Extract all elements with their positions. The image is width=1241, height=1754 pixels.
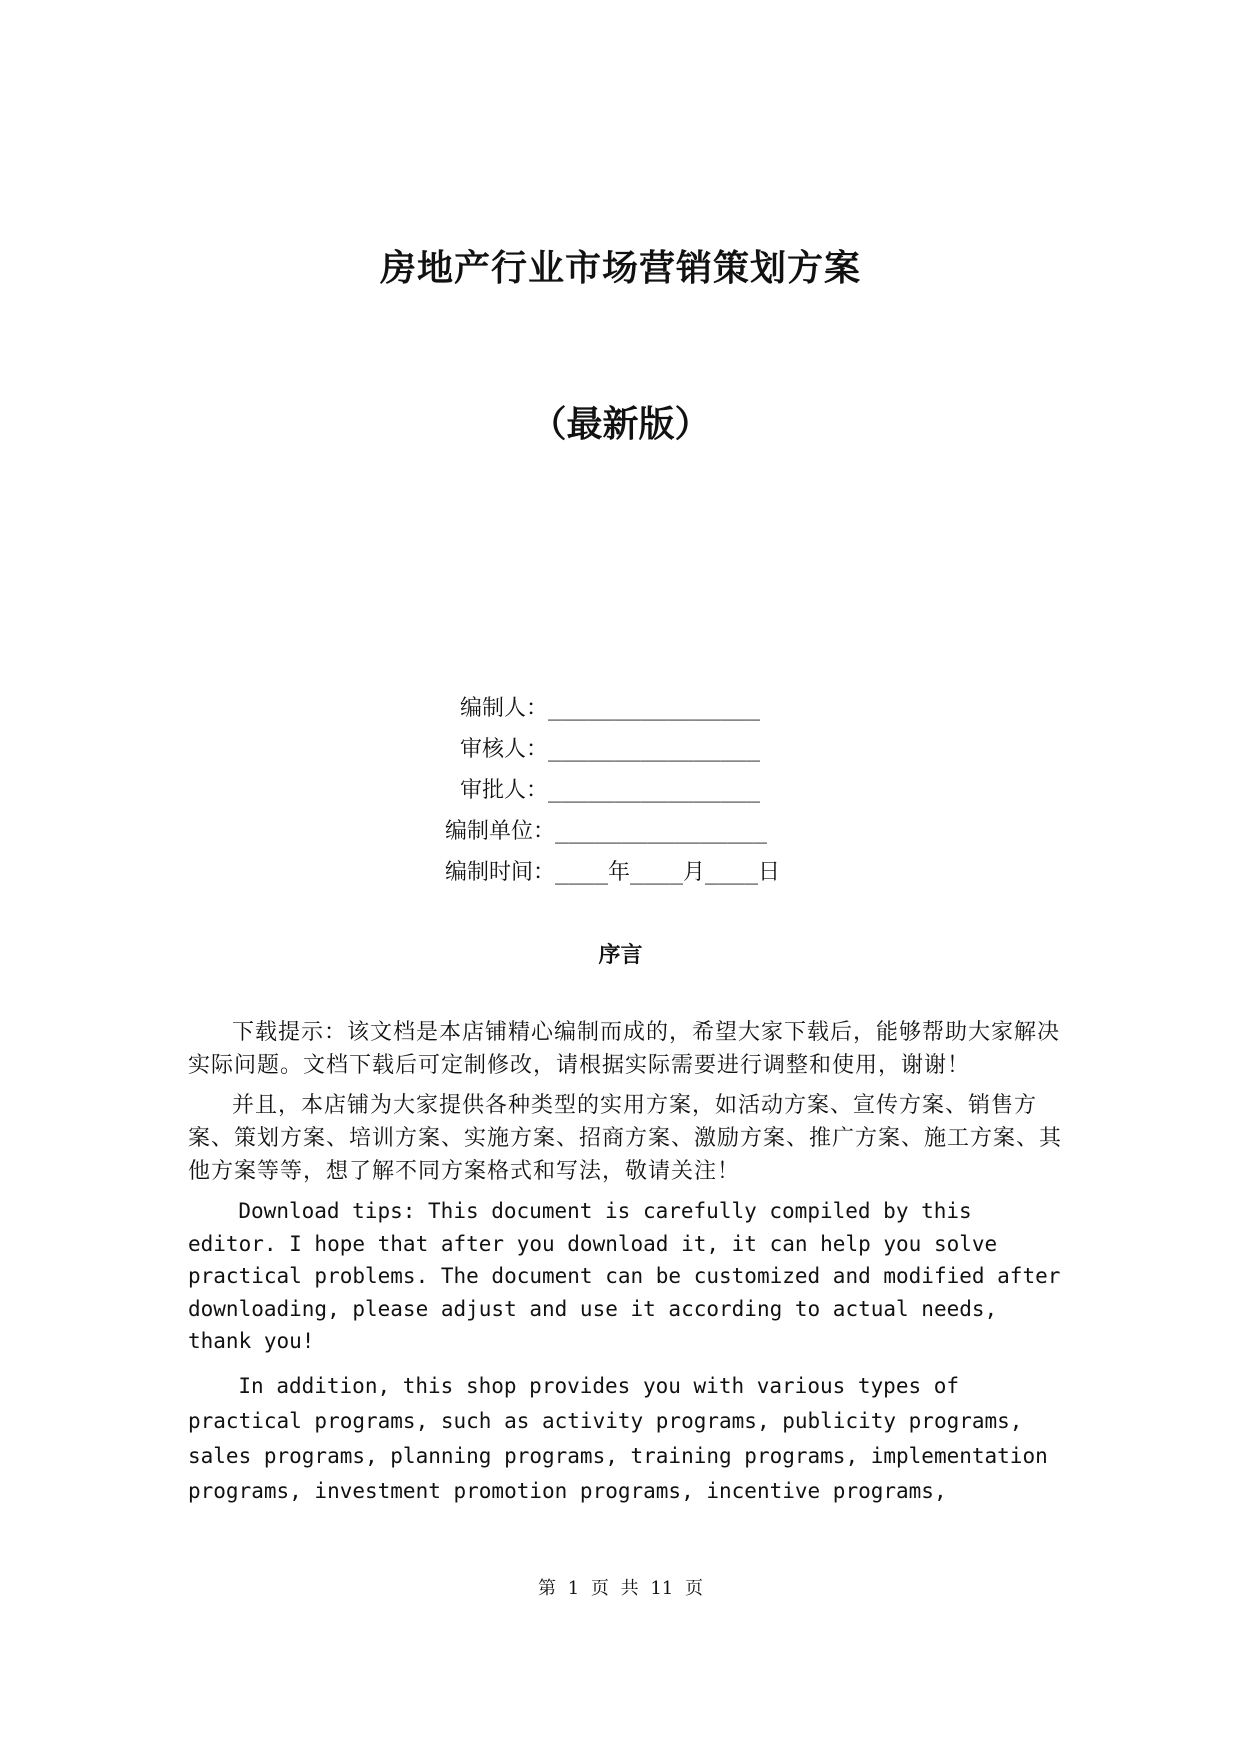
time-row xyxy=(445,852,780,893)
time-blank: ____年____月____日 xyxy=(555,860,780,885)
preface-paragraph-4: In addition, this shop provides you with various types of practical programs, such as activity programs, publicity programs, sales programs, planning programs, training programs, implementation programs, investment promotion programs, incentive programs, xyxy=(188,1373,1048,1503)
document-subtitle: （最新版） xyxy=(530,404,711,445)
unit-blank: ________________ xyxy=(555,819,767,844)
preface-paragraph-2: 并且，本店铺为大家提供各种类型的实用方案，如活动方案、宣传方案、销售方案、策划方案、培训方案、实施方案、招商方案、激励方案、推广方案、施工方案、其他方案等等，想了解不同方案格式和写法，敬请关注！ xyxy=(188,1093,1063,1184)
approver-row xyxy=(445,770,780,811)
document-title: 房地产行业市场营销策划方案 xyxy=(379,248,861,289)
reviewer-label: 审核人： xyxy=(460,737,549,762)
approver-blank: ________________ xyxy=(548,778,760,803)
preface-paragraph-1: 下载提示：该文档是本店铺精心编制而成的，希望大家下载后，能够帮助大家解决实际问题。文档下载后可定制修改，请根据实际需要进行调整和使用，谢谢！ xyxy=(188,1020,1061,1078)
approver-label: 审批人： xyxy=(460,778,549,803)
preface-title: 序言 xyxy=(598,943,643,968)
time-label: 编制时间： xyxy=(445,860,556,885)
page-number: 第 1 页 共 11 页 xyxy=(538,1578,703,1599)
preface-paragraph-3: Download tips: This document is carefully compiled by this editor. I hope that after you download it, it can help you solve practical problems. The document can be customized and modified after downloading, please adjust and use it according to actual needs, thank you! xyxy=(188,1199,1061,1353)
preface-body xyxy=(188,1016,1068,1520)
reviewer-row xyxy=(445,729,780,770)
unit-label: 编制单位： xyxy=(445,819,556,844)
reviewer-blank: ________________ xyxy=(548,737,760,762)
compiler-row xyxy=(445,688,780,729)
compiler-label: 编制人： xyxy=(460,696,549,721)
signature-block xyxy=(445,688,780,893)
unit-row xyxy=(445,811,780,852)
compiler-blank: ________________ xyxy=(548,696,760,721)
